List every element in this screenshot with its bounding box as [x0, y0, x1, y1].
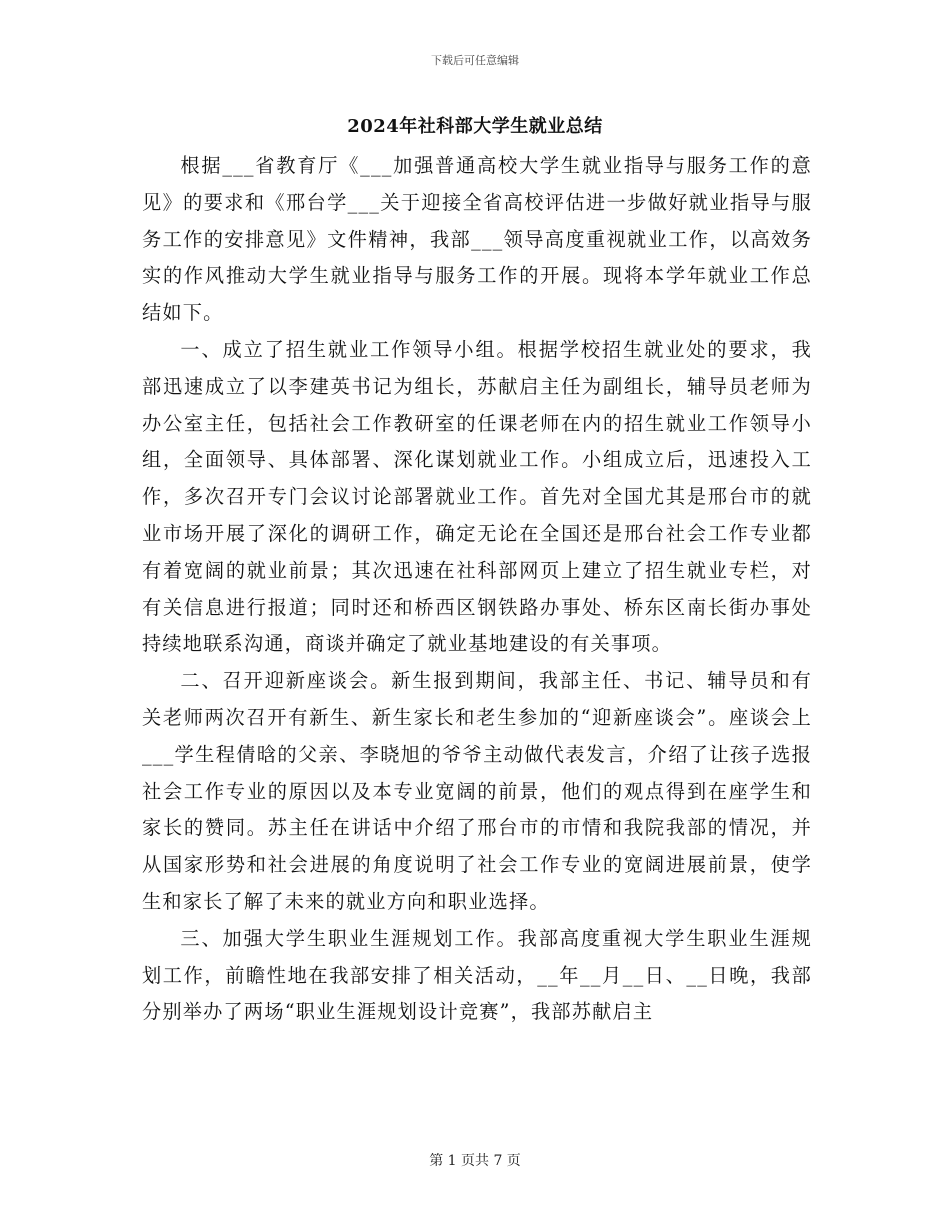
paragraph-section-2: 二、召开迎新座谈会。新生报到期间，我部主任、书记、辅导员和有关老师两次召开有新生、新生家长和老生参加的“迎新座谈会”。座谈会上___学生程倩晗的父亲、李晓旭的爷爷主动做代表发言，介绍了让孩子选报社会工作专业的原因以及本专业宽阔的前景，他们的观点得到在座学生和家长的赞同。苏主任在讲话中介绍了邢台市的市情和我院我部的情况，并从国家形势和社会进展的角度说明了社会工作专业的宽阔进展前景，使学生和家长了解了未来的就业方向和职业选择。	[142, 669, 812, 913]
page-header-note: 下载后可任意编辑	[431, 54, 519, 67]
page-number: 第 1 页共 7 页	[429, 1153, 521, 1169]
document-body	[142, 148, 812, 1031]
paragraph-intro: 根据___省教育厅《___加强普通高校大学生就业指导与服务工作的意见》的要求和《邢台学___关于迎接全省高校评估进一步做好就业指导与服务工作的安排意见》文件精神，我部___领导高度重视就业工作，以高效务实的作风推动大学生就业指导与服务工作的开展。现将本学年就业工作总结如下。	[142, 154, 812, 325]
paragraph-section-1: 一、成立了招生就业工作领导小组。根据学校招生就业处的要求，我部迅速成立了以李建英书记为组长，苏献启主任为副组长，辅导员老师为办公室主任，包括社会工作教研室的任课老师在内的招生就业工作领导小组，全面领导、具体部署、深化谋划就业工作。小组成立后，迅速投入工作，多次召开专门会议讨论部署就业工作。首先对全国尤其是邢台市的就业市场开展了深化的调研工作，确定无论在全国还是邢台社会工作专业都有着宽阔的就业前景；其次迅速在社科部网页上建立了招生就业专栏，对有关信息进行报道；同时还和桥西区钢铁路办事处、桥东区南长街办事处持续地联系沟通，商谈并确定了就业基地建设的有关事项。	[142, 337, 812, 656]
document-title: 2024年社科部大学生就业总结	[347, 116, 603, 137]
paragraph-section-3: 三、加强大学生职业生涯规划工作。我部高度重视大学生职业生涯规划工作，前瞻性地在我部安排了相关活动，__年__月__日、__日晚，我部分别举办了两场“职业生涯规划设计竞赛”，我部苏献启主	[142, 926, 812, 1024]
